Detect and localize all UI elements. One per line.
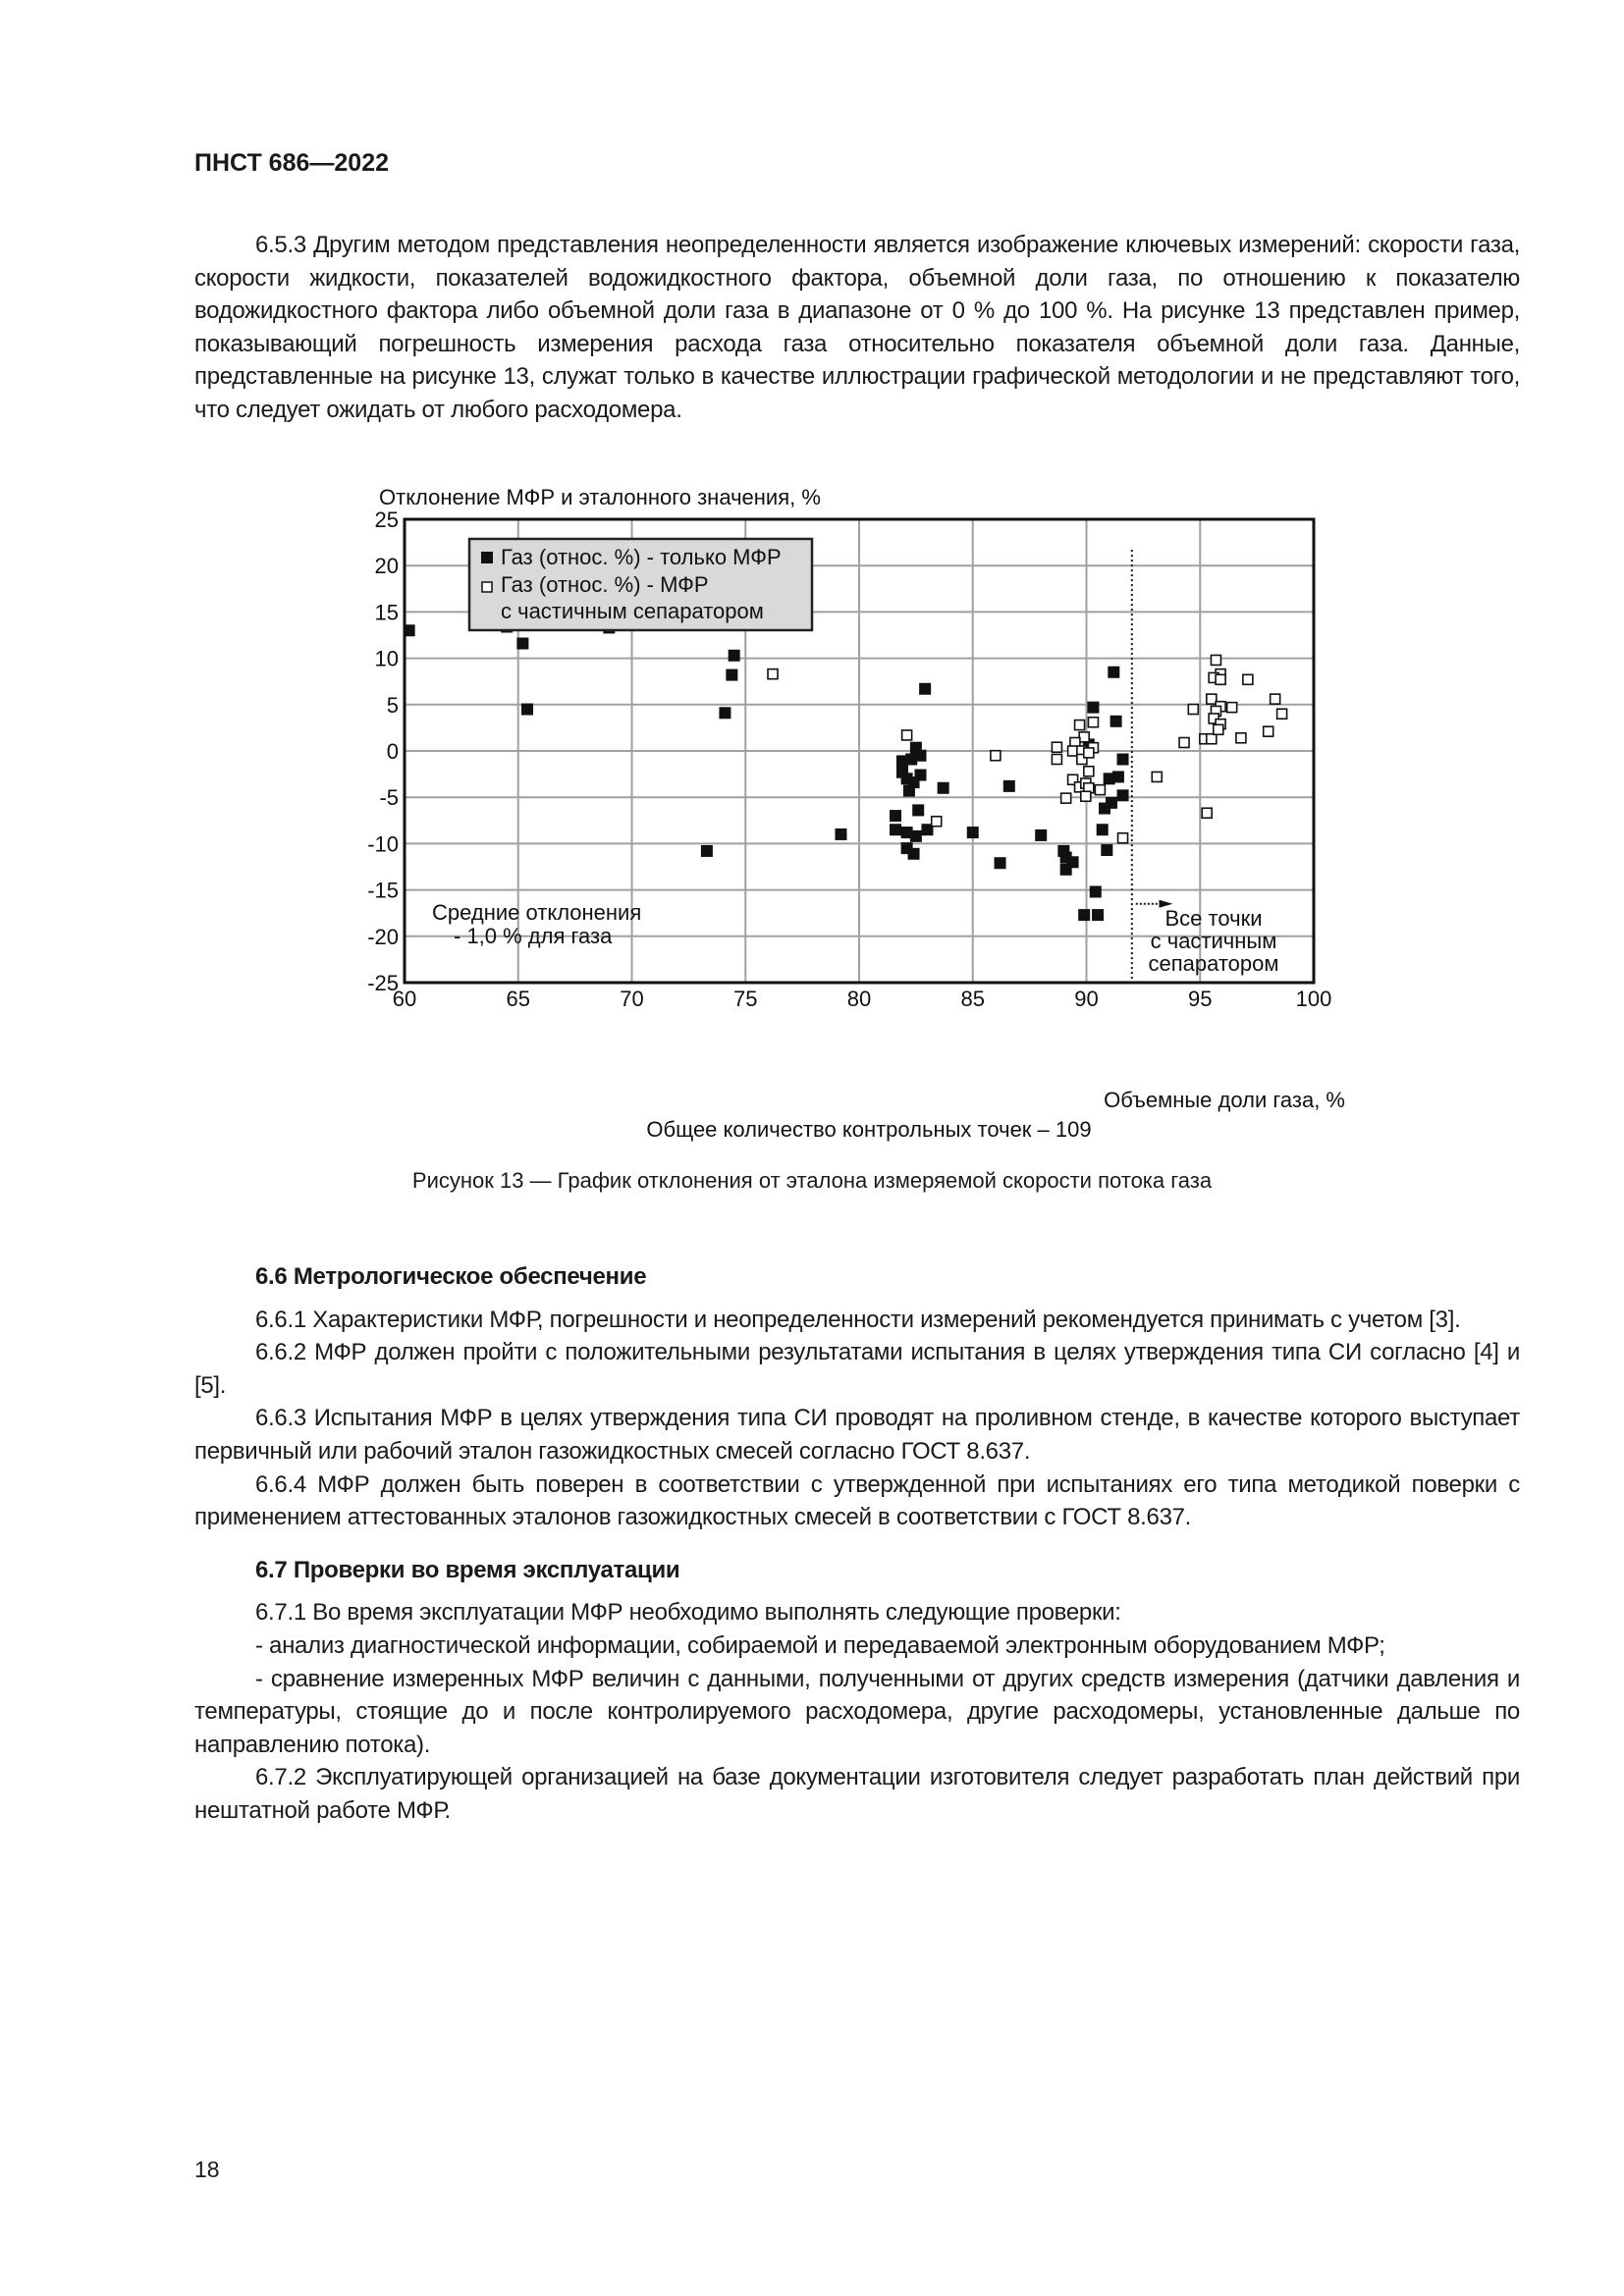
data-point-partial-separator [991, 751, 1001, 761]
x-axis-title: Объемные доли газа, % [1104, 1088, 1345, 1112]
data-point-partial-separator [1202, 808, 1212, 818]
separator-note-line3: сепаратором [1148, 951, 1279, 976]
data-point-mfr-only [701, 845, 713, 857]
paragraph: 6.5.3 Другим методом представления неопределенности является изображение ключевых измерений: скорости газа, скорости жидкости, показателей водожидкостного фактора, объемной доли газа, по отношению к показателю водожидкостного фактора либо объемной доли газа в диапазоне от 0 % до 100 %. На рисунке 13 представлен пример, показывающий погрешность измерения расхода газа относительно показателя объемной доли газа. Данные, представленные на рисунке 13, служат только в качестве иллюстрации графической методологии и не представляют того, что следует ожидать от любого расходомера. [194, 232, 1520, 423]
data-point-mfr-only [1101, 844, 1112, 856]
section-6-5-3 [194, 229, 1520, 427]
open-square-icon [482, 582, 492, 592]
data-point-mfr-only [1090, 885, 1102, 897]
data-point-mfr-only [1117, 753, 1129, 765]
data-point-partial-separator [1152, 772, 1162, 781]
section-heading: 6.7 Проверки во время эксплуатации [255, 1556, 680, 1583]
data-point-mfr-only [912, 804, 924, 816]
data-point-partial-separator [1264, 726, 1273, 736]
data-point-partial-separator [932, 817, 942, 827]
x-tick-label: 85 [960, 987, 985, 1011]
data-point-partial-separator [1179, 738, 1189, 748]
paragraph: 6.6.3 Испытания МФР в целях утверждения типа СИ проводят на проливном стенде, в качестве которого выступает первичный или рабочий эталон газожидкостных смесей согласно ГОСТ 8.637. [194, 1405, 1520, 1465]
data-point-mfr-only [1078, 909, 1090, 921]
data-point-partial-separator [1118, 833, 1128, 843]
data-point-mfr-only [726, 669, 737, 681]
data-point-mfr-only [903, 785, 915, 797]
y-tick-label: -25 [367, 971, 399, 995]
data-point-partial-separator [1214, 724, 1223, 734]
deviation-scatter-chart [353, 481, 1375, 1158]
x-tick-label: 90 [1074, 987, 1099, 1011]
y-tick-label: -5 [379, 785, 399, 811]
data-point-mfr-only [1108, 667, 1119, 678]
x-tick-label: 60 [392, 987, 417, 1011]
data-point-partial-separator [1207, 734, 1217, 744]
figure-caption: Рисунок 13 — График отклонения от эталона измеряемой скорости потока газа [411, 1168, 1213, 1193]
filled-square-icon [481, 552, 493, 563]
data-point-partial-separator [1227, 703, 1237, 713]
data-point-partial-separator [1095, 785, 1105, 795]
data-point-mfr-only [516, 637, 528, 649]
paragraph: 6.7.1 Во время эксплуатации МФР необходимо выполнять следующие проверки: [255, 1599, 1121, 1627]
x-tick-label: 95 [1188, 987, 1213, 1011]
data-point-mfr-only [1092, 909, 1104, 921]
list-item: - анализ диагностической информации, собираемой и передаваемой электронным оборудованием МФР; [255, 1631, 1385, 1659]
data-point-mfr-only [905, 753, 917, 765]
y-tick-label: -20 [367, 924, 399, 949]
data-point-mfr-only [719, 707, 731, 719]
data-point-mfr-only [1117, 789, 1129, 801]
legend-item-separator-line2: с частичным сепаратором [501, 599, 764, 623]
x-tick-label: 70 [620, 987, 644, 1011]
data-point-mfr-only [1099, 803, 1110, 815]
paragraph: 6.6.2 МФР должен пройти с положительными результатами испытания в целях утверждения типа СИ согласно [4] и [5]. [194, 1339, 1520, 1399]
list-item: - сравнение измеренных МФР величин с данными, полученными от других средств измерения (датчики давления и температуры, стоящие до и после контролируемого расходомера, другие расходомеры, установленные дальше по направлению потока). [194, 1665, 1520, 1758]
data-point-partial-separator [1211, 655, 1220, 665]
data-point-mfr-only [890, 824, 901, 835]
data-point-mfr-only [1104, 773, 1115, 784]
data-point-mfr-only [995, 857, 1006, 869]
data-point-partial-separator [1084, 767, 1094, 776]
data-point-mfr-only [967, 827, 979, 838]
data-point-mfr-only [919, 683, 931, 695]
data-point-partial-separator [902, 730, 912, 740]
y-tick-label: -15 [367, 878, 399, 903]
y-tick-label: 5 [386, 692, 399, 718]
section-6-6 [194, 1253, 1520, 1828]
data-point-partial-separator [1188, 705, 1198, 715]
data-point-mfr-only [910, 830, 922, 842]
separator-note-line1: Все точки [1164, 906, 1263, 931]
data-point-partial-separator [1277, 709, 1287, 719]
y-tick-label: 0 [386, 739, 399, 764]
data-point-mfr-only [521, 704, 533, 716]
x-tick-label: 75 [733, 987, 758, 1011]
x-tick-label: 65 [506, 987, 530, 1011]
separator-note-line2: с частичным [1150, 929, 1277, 953]
data-point-partial-separator [768, 669, 778, 679]
data-point-mfr-only [1060, 864, 1072, 876]
y-tick-label: 15 [374, 600, 399, 625]
data-point-mfr-only [1087, 702, 1099, 714]
legend-item-separator-line1: Газ (относ. %) - МФР [501, 572, 709, 597]
y-tick-label: -10 [367, 831, 399, 857]
x-tick-label: 100 [1295, 987, 1332, 1011]
data-point-partial-separator [1243, 674, 1253, 684]
data-point-mfr-only [1035, 829, 1047, 841]
data-point-partial-separator [1061, 793, 1071, 803]
data-point-mfr-only [890, 810, 901, 822]
mean-deviation-note-value: - 1,0 % для газа [454, 924, 613, 948]
data-point-mfr-only [729, 650, 740, 662]
data-point-mfr-only [1110, 716, 1122, 727]
data-point-partial-separator [1084, 748, 1094, 758]
data-point-partial-separator [1075, 721, 1085, 730]
document-code-header: ПНСТ 686—2022 [194, 149, 389, 177]
page-number: 18 [194, 2157, 220, 2182]
data-point-mfr-only [835, 828, 846, 840]
data-point-partial-separator [1052, 754, 1061, 764]
data-point-partial-separator [1236, 733, 1246, 743]
legend [469, 539, 812, 630]
data-point-partial-separator [1271, 694, 1280, 704]
x-tick-label: 80 [846, 987, 872, 1011]
y-tick-label: 25 [374, 507, 399, 532]
paragraph: 6.7.2 Эксплуатирующей организацией на базе документации изготовителя следует разработать план действий при нештатной работе МФР. [194, 1764, 1520, 1824]
data-point-partial-separator [1052, 742, 1061, 752]
y-axis-title: Отклонение МФР и эталонного значения, % [379, 485, 821, 509]
data-point-mfr-only [1097, 824, 1109, 835]
data-point-mfr-only [1003, 780, 1015, 792]
data-point-mfr-only [938, 782, 949, 794]
paragraph: 6.6.1 Характеристики МФР, погрешности и неопределенности измерений рекомендуется принимать с учетом [3]. [255, 1306, 1461, 1333]
mean-deviation-note: Средние отклонения [432, 900, 642, 925]
data-point-partial-separator [1081, 791, 1091, 801]
y-tick-label: 20 [374, 554, 399, 579]
data-point-mfr-only [908, 848, 920, 860]
y-tick-label: 10 [374, 646, 399, 671]
data-point-partial-separator [1216, 674, 1225, 684]
legend-item-mfr-only: Газ (относ. %) - только МФР [501, 545, 782, 569]
data-point-partial-separator [1088, 718, 1098, 727]
section-heading: 6.6 Метрологическое обеспечение [255, 1263, 647, 1290]
total-points-note: Общее количество контрольных точек – 109 [646, 1117, 1092, 1142]
paragraph: 6.6.4 МФР должен быть поверен в соответствии с утвержденной при испытаниях его типа методикой поверки с применением аттестованных эталонов газожидкостных смесей в соответствии с ГОСТ 8.637. [194, 1470, 1520, 1531]
